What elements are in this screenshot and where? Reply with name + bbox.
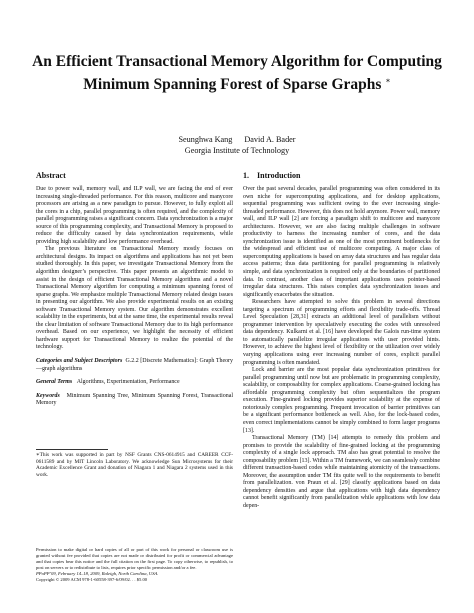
footnote-divider <box>36 449 108 450</box>
keywords-label: Keywords <box>36 392 60 399</box>
introduction-heading <box>243 171 440 181</box>
intro-paragraph-1: Over the past several decades, parallel programming was often considered in its own niche for supercomputing applications, and for desktop applications, sequential programming was sufficient owing to the ever increasing single-threaded performance. However, this does not hold anymore. Power wall, memory wall, and ILP wall [2] are forcing a paradigm shift to multicore and manycore architectures. However, we are also facing multiple challenges in software productivity to harness the increasing number of cores, and the data synchronization issue is identified as one of the most prominent bottlenecks for the widespread and efficient use of multicore computing. A major class of supercomputing applications is based on array data structures and has regular data access patterns; thus data partitioning for parallel programming is relatively simple, and data synchronization is required only at the boundaries of partitioned data. In contrast, another class of important applications uses pointer-based irregular data structures. This raises complex data synchronization issues and significantly exacerbates the situation. <box>243 186 440 298</box>
categories-block <box>36 358 233 373</box>
paper-title <box>0 52 474 94</box>
title-line-2 <box>0 71 474 94</box>
copyright-line: Copyright © 2009 ACM 978-1-60558-397-6/09/02. . . $5.00 <box>36 576 148 582</box>
abstract-paragraph-1: Due to power wall, memory wall, and ILP wall, we are facing the end of ever increasing single-threaded performance. For this reason, multicore and manycore processors are arising as a new paradigm to pursue. However, to fully exploit all the cores in a chip, parallel programming is often required, and the complexity of parallel programming raises a significant concern. Data synchronization is a major source of this programming complexity, and Transactional Memory is proposed to reduce the difficulty caused by data synchronization requirements, while providing high scalability and low performance overhead. <box>36 186 233 245</box>
abstract-heading: Abstract <box>36 171 66 180</box>
section-number: 1. <box>243 171 249 180</box>
intro-paragraph-2: Researchers have attempted to solve this problem in several directions targeting a spectrum of programming efforts and flexibility trade-offs. Thread Level Speculation [28,31] extracts an additional level of parallelism without programmer intervention by speculatively executing the codes with unresolved data dependency. Kulkarni et al. [16] have developed the Galois run-time system to automatically parallelize irregular applications with user provided hints. However, to achieve the highest level of flexibility or the utilization over widely varying applications using ever increasing number of cores, explicit parallel programming is often mandated. <box>243 299 440 366</box>
keywords-block <box>36 393 233 408</box>
title-line-1: An Efficient Transactional Memory Algorithm for Computing <box>32 53 442 70</box>
categories-label: Categories and Subject Descriptors <box>36 358 123 365</box>
permission-notice <box>36 547 233 582</box>
keywords-text: Minimum Spanning Tree, Minimum Spanning Forest, Transactional Memory <box>36 392 234 407</box>
intro-paragraph-3: Lock and barrier are the most popular data synchronization primitives for parallel programming until now but are problematic in programming complexity, scalability, or composability for complex applications. Coarse-grained locking has affordable programming complexity but often sequentializes the program execution. Fine-grained locking provides superior scalability at the expense of notoriously complex programming. Frequent invocation of barrier primitives can be a significant performance bottleneck as well. Also, for the lock-based codes, even correct implementations cannot be simply combined to form larger programs [13]. <box>243 367 440 434</box>
author-name-1: Seunghwa Kang <box>178 135 233 144</box>
right-column <box>243 171 440 511</box>
categories-text: G.2.2 [Discrete Mathematics]: Graph Theory—graph algorithms <box>36 358 234 372</box>
author-block <box>0 134 474 156</box>
abstract-paragraph-2: The previous literature on Transactional Memory mostly focuses on architectural designs. Its impact on algorithms and applications has not yet been studied thoroughly. In this paper, we investigate Transactional Memory from the algorithm designer’s perspective. This paper presents an algorithmic model to assist in the design of efficient Transactional Memory algorithms and a novel Transactional Memory algorithm for computing a minimum spanning forest of sparse graphs. We emphasize multiple Transactional Memory related design issues in presenting our algorithm. We also provide experimental results on an existing software Transactional Memory system. Our algorithm demonstrates excellent scalability in the experiments, but at the same time, the experimental results reveal the clear limitation of software Transactional Memory due to its high performance overhead. Based on our experience, we highlight the necessity of efficient hardware support for Transactional Memory to realize the potential of the technology. <box>36 246 233 351</box>
general-terms-label: General Terms <box>36 379 73 386</box>
author-name-2: David A. Bader <box>244 135 296 144</box>
permission-text: Permission to make digital or hard copies of all or part of this work for personal or classroom use is granted without fee provided that copies are not made or distributed for profit or commercial advantage and that copies bear this notice and the full citation on the first page. To copy otherwise, to republish, to post on servers or to redistribute to lists, requires prior specific permission and/or a fee. <box>36 547 233 570</box>
venue-text: PPoPP’09, February 14–18, 2009, Raleigh, North Carolina, USA. <box>36 570 159 576</box>
funding-footnote: ∗This work was supported in part by NSF Grants CNS-0614915 and CAREER CCF-0611589 and by MIT Lincoln Laboratory. We acknowledge Sun Microsystems for their Academic Excellence Grant and donation of Niagara 1 and Niagara 2 systems used in this work. <box>36 452 233 478</box>
intro-paragraph-4: Transactional Memory (TM) [14] attempts to remedy this problem and promises to provide the scalability of fine-grained locking at the programming complexity of a single lock approach. TM also has great potential to resolve the composability problem [13]. Within a TM framework, we can seamlessly combine different transaction-based codes while maintaining atomicity of the transactions. Moreover, the assumption under TM fits quite well to the requirements to benefit from parallelization. von Praun et al. [29] classify applications based on data dependency densities and argue that applications with high data dependency cannot benefit significantly from parallelization while applications with low data depen- <box>243 435 440 509</box>
title-footnote-mark: ∗ <box>385 76 391 85</box>
section-title: Introduction <box>257 171 301 180</box>
general-terms-block <box>36 379 233 387</box>
general-terms-text: Algorithms, Experimentation, Performance <box>76 379 180 386</box>
left-column <box>36 171 233 408</box>
author-affiliation: Georgia Institute of Technology <box>184 146 290 155</box>
author-names <box>0 134 474 145</box>
title-line-2-text: Minimum Spanning Forest of Sparse Graphs <box>83 76 382 94</box>
